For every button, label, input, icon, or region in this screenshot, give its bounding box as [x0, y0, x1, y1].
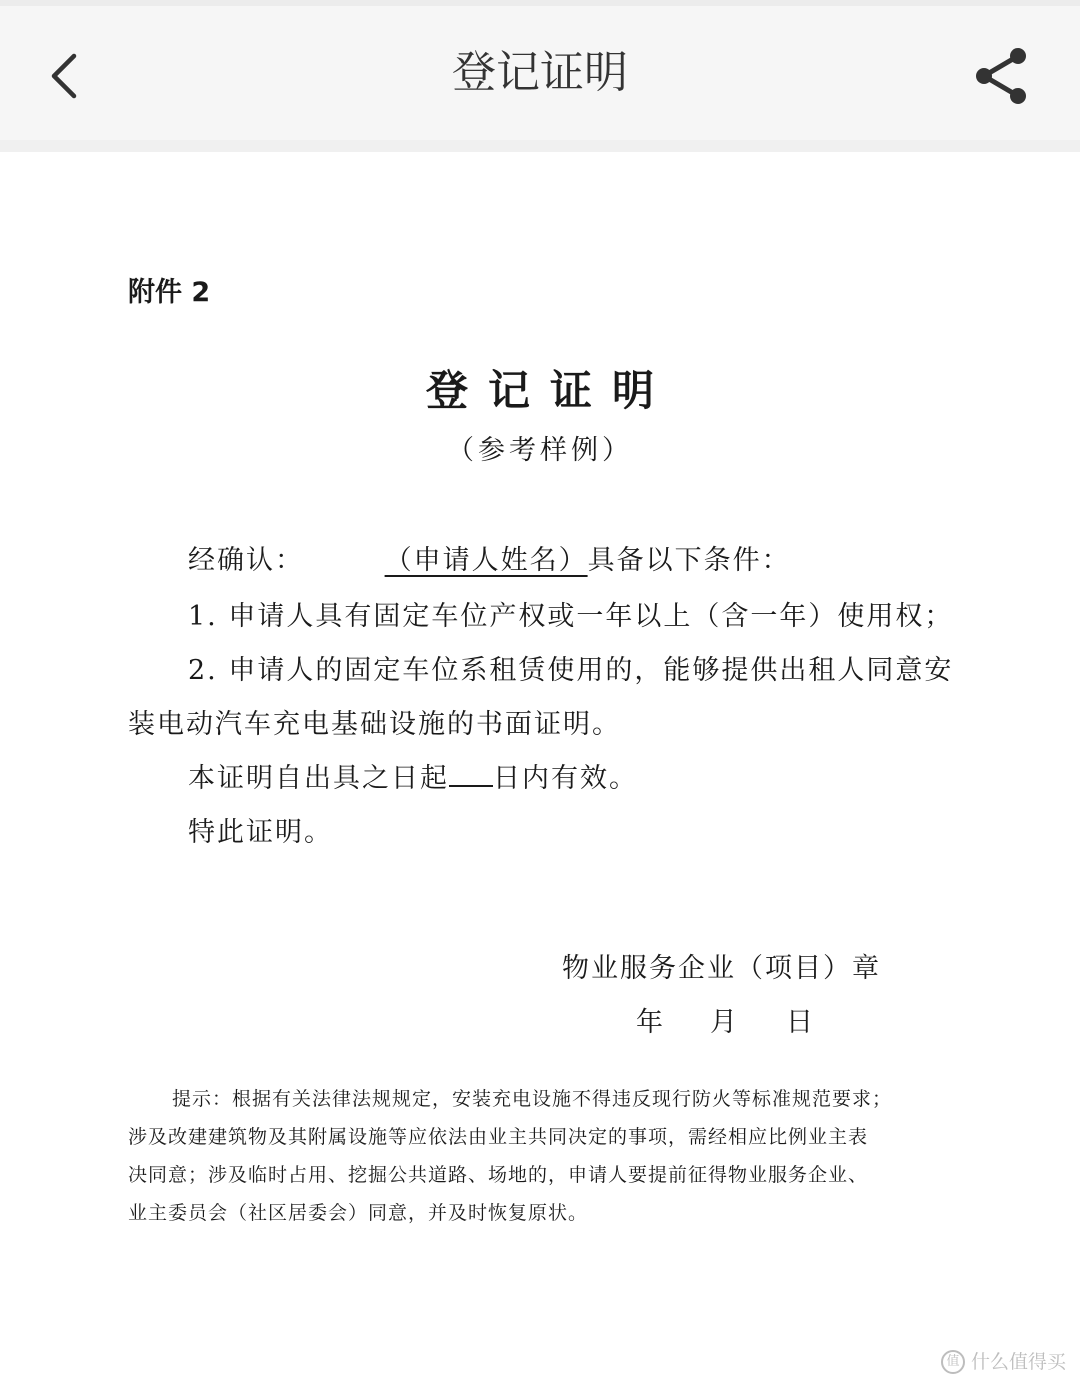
hereby-line: 特此证明。	[188, 817, 333, 848]
header-divider	[0, 140, 1080, 152]
page-title: 登记证明	[452, 47, 628, 98]
back-button[interactable]	[40, 44, 96, 108]
document-subtitle: （参考样例）	[447, 435, 633, 466]
condition-2-line1: 2. 申请人的固定车位系租赁使用的，能够提供出租人同意安	[188, 655, 954, 686]
applicant-name-blank	[315, 545, 588, 576]
document-page	[0, 152, 1080, 1384]
seal-label: 物业服务企业（项目）章	[562, 953, 881, 984]
validity-prefix: 本证明自出具之日起	[188, 763, 449, 794]
confirm-suffix: 具备以下条件：	[587, 545, 791, 576]
confirm-line	[188, 538, 791, 577]
share-icon	[968, 42, 1036, 110]
note-line-4: 业主委员会（社区居委会）同意，并及时恢复原状。	[128, 1202, 589, 1224]
note-line-3: 决同意；涉及临时占用、挖掘公共道路、场地的，申请人要提前征得物业服务企业、	[128, 1164, 869, 1186]
condition-2-line2: 装电动汽车充电基础设施的书面证明。	[128, 709, 621, 740]
date-year: 年	[636, 1007, 665, 1038]
app-header	[0, 6, 1080, 140]
share-button[interactable]	[968, 42, 1036, 110]
validity-suffix: 日内有效。	[493, 763, 638, 794]
validity-line	[188, 756, 638, 795]
note-line-1: 提示：根据有关法律法规规定，安装充电设施不得违反现行防火等标准规范要求；	[172, 1088, 893, 1110]
applicant-placeholder: （申请人姓名）	[384, 545, 588, 576]
chevron-left-icon	[40, 44, 96, 108]
watermark-logo-icon: 值	[941, 1350, 965, 1374]
days-blank	[449, 759, 493, 787]
watermark-text: 什么值得买	[970, 1350, 1066, 1373]
date-day: 日	[786, 1007, 815, 1038]
watermark	[941, 1347, 1066, 1375]
date-month: 月	[710, 1007, 739, 1038]
document-title: 登记证明	[425, 366, 674, 415]
attachment-label: 附件 2	[128, 277, 211, 308]
condition-1: 1. 申请人具有固定车位产权或一年以上（含一年）使用权；	[188, 601, 954, 632]
confirm-prefix: 经确认：	[188, 545, 304, 576]
note-line-2: 涉及改建建筑物及其附属设施等应依法由业主共同决定的事项，需经相应比例业主表	[128, 1126, 869, 1148]
